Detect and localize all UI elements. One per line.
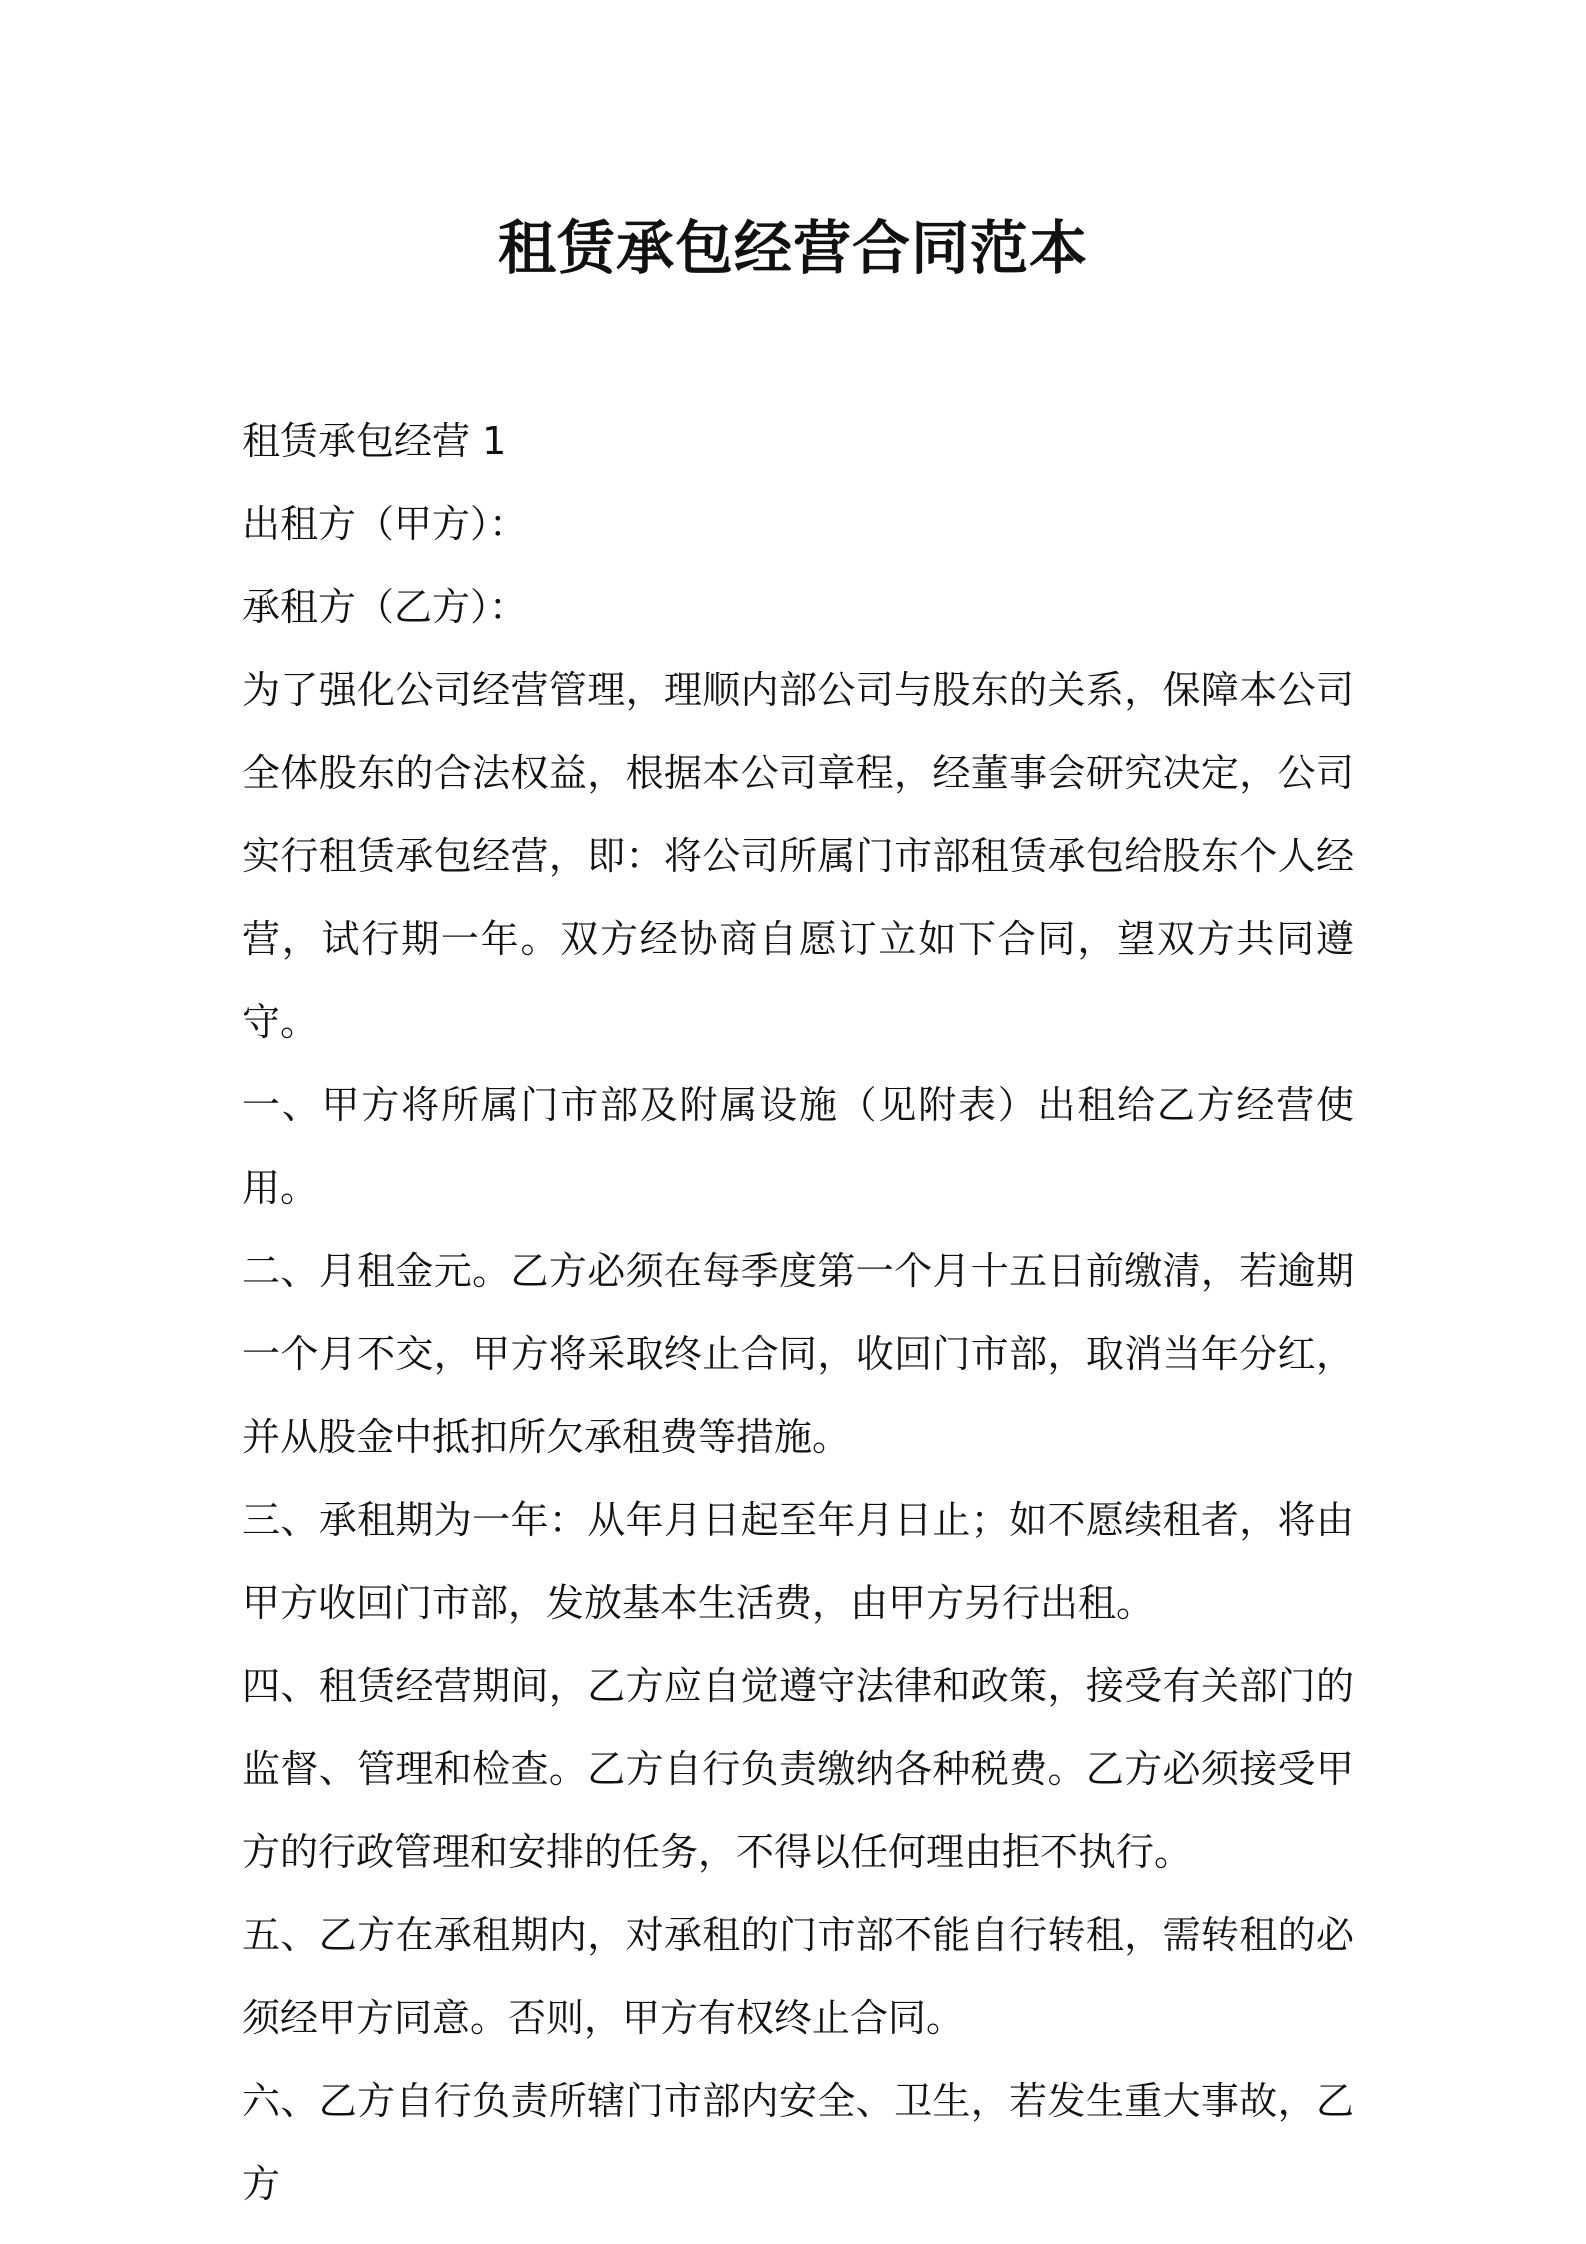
clause-6: 六、乙方自行负责所辖门市部内安全、卫生，若发生重大事故，乙方 [242, 2079, 1354, 2206]
preamble-paragraph: 为了强化公司经营管理，理顺内部公司与股东的关系，保障本公司全体股东的合法权益，根据本公司章程，经董事会研究决定，公司实行租赁承包经营，即：将公司所属门市部租赁承包给股东个人经营，试行期一年。双方经协商自愿订立如下合同，望双方共同遵守。 [242, 668, 1354, 1044]
document-body [242, 400, 1354, 2226]
lessor-line: 出租方（甲方）： [242, 502, 528, 546]
lessee-line: 承租方（乙方）： [242, 585, 528, 629]
section-heading: 租赁承包经营 1 [242, 419, 507, 463]
clause-4: 四、租赁经营期间，乙方应自觉遵守法律和政策，接受有关部门的监督、管理和检查。乙方自行负责缴纳各种税费。乙方必须接受甲方的行政管理和安排的任务，不得以任何理由拒不执行。 [242, 1664, 1354, 1874]
clause-1: 一、甲方将所属门市部及附属设施（见附表）出租给乙方经营使用。 [242, 1083, 1354, 1210]
clause-3: 三、承租期为一年：从年月日起至年月日止；如不愿续租者，将由甲方收回门市部，发放基本生活费，由甲方另行出租。 [242, 1498, 1354, 1625]
clause-5: 五、乙方在承租期内，对承租的门市部不能自行转租，需转租的必须经甲方同意。否则，甲方有权终止合同。 [242, 1913, 1354, 2040]
document-title: 租赁承包经营合同范本 [497, 214, 1088, 282]
clause-2: 二、月租金元。乙方必须在每季度第一个月十五日前缴清，若逾期一个月不交，甲方将采取终止合同，收回门市部，取消当年分红，并从股金中抵扣所欠承租费等措施。 [242, 1249, 1354, 1459]
